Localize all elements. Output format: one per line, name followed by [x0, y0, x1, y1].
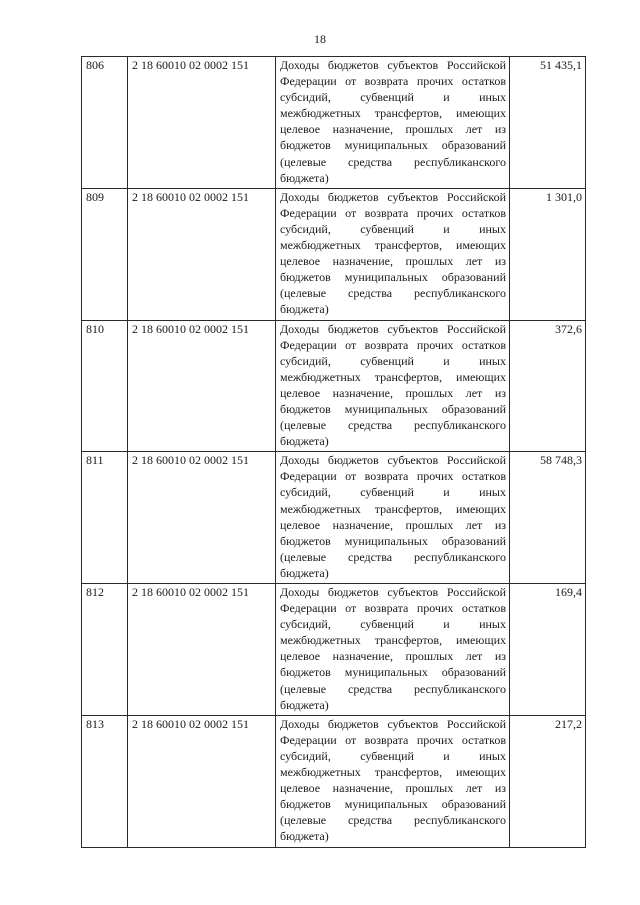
amount: 372,6	[510, 320, 586, 452]
row-number: 810	[82, 320, 128, 452]
classification-code: 2 18 60010 02 0002 151	[128, 452, 276, 584]
revenue-description: Доходы бюджетов субъектов Российской Федерации от возврата прочих остатков субсидий, субвенций и иных межбюджетных трансфертов, имеющих целевое назначение, прошлых лет из бюджетов муниципальных образований (целевые средства республиканского бюджета)	[276, 715, 510, 847]
row-number: 813	[82, 715, 128, 847]
amount: 51 435,1	[510, 57, 586, 189]
row-number: 812	[82, 584, 128, 716]
row-number: 809	[82, 188, 128, 320]
classification-code: 2 18 60010 02 0002 151	[128, 584, 276, 716]
table-row	[82, 452, 586, 584]
page-number: 18	[314, 32, 326, 46]
table-row	[82, 715, 586, 847]
revenue-description: Доходы бюджетов субъектов Российской Федерации от возврата прочих остатков субсидий, субвенций и иных межбюджетных трансфертов, имеющих целевое назначение, прошлых лет из бюджетов муниципальных образований (целевые средства республиканского бюджета)	[276, 188, 510, 320]
revenue-description: Доходы бюджетов субъектов Российской Федерации от возврата прочих остатков субсидий, субвенций и иных межбюджетных трансфертов, имеющих целевое назначение, прошлых лет из бюджетов муниципальных образований (целевые средства республиканского бюджета)	[276, 452, 510, 584]
classification-code: 2 18 60010 02 0002 151	[128, 715, 276, 847]
budget-revenue-table	[81, 56, 586, 848]
row-number: 811	[82, 452, 128, 584]
amount: 169,4	[510, 584, 586, 716]
amount: 217,2	[510, 715, 586, 847]
classification-code: 2 18 60010 02 0002 151	[128, 320, 276, 452]
row-number: 806	[82, 57, 128, 189]
table-row	[82, 320, 586, 452]
classification-code: 2 18 60010 02 0002 151	[128, 188, 276, 320]
revenue-description: Доходы бюджетов субъектов Российской Федерации от возврата прочих остатков субсидий, субвенций и иных межбюджетных трансфертов, имеющих целевое назначение, прошлых лет из бюджетов муниципальных образований (целевые средства республиканского бюджета)	[276, 320, 510, 452]
table-body	[82, 57, 586, 848]
amount: 58 748,3	[510, 452, 586, 584]
table-row	[82, 584, 586, 716]
classification-code: 2 18 60010 02 0002 151	[128, 57, 276, 189]
revenue-description: Доходы бюджетов субъектов Российской Федерации от возврата прочих остатков субсидий, субвенций и иных межбюджетных трансфертов, имеющих целевое назначение, прошлых лет из бюджетов муниципальных образований (целевые средства республиканского бюджета)	[276, 584, 510, 716]
revenue-description: Доходы бюджетов субъектов Российской Федерации от возврата прочих остатков субсидий, субвенций и иных межбюджетных трансфертов, имеющих целевое назначение, прошлых лет из бюджетов муниципальных образований (целевые средства республиканского бюджета)	[276, 57, 510, 189]
amount: 1 301,0	[510, 188, 586, 320]
table-row	[82, 57, 586, 189]
table-row	[82, 188, 586, 320]
